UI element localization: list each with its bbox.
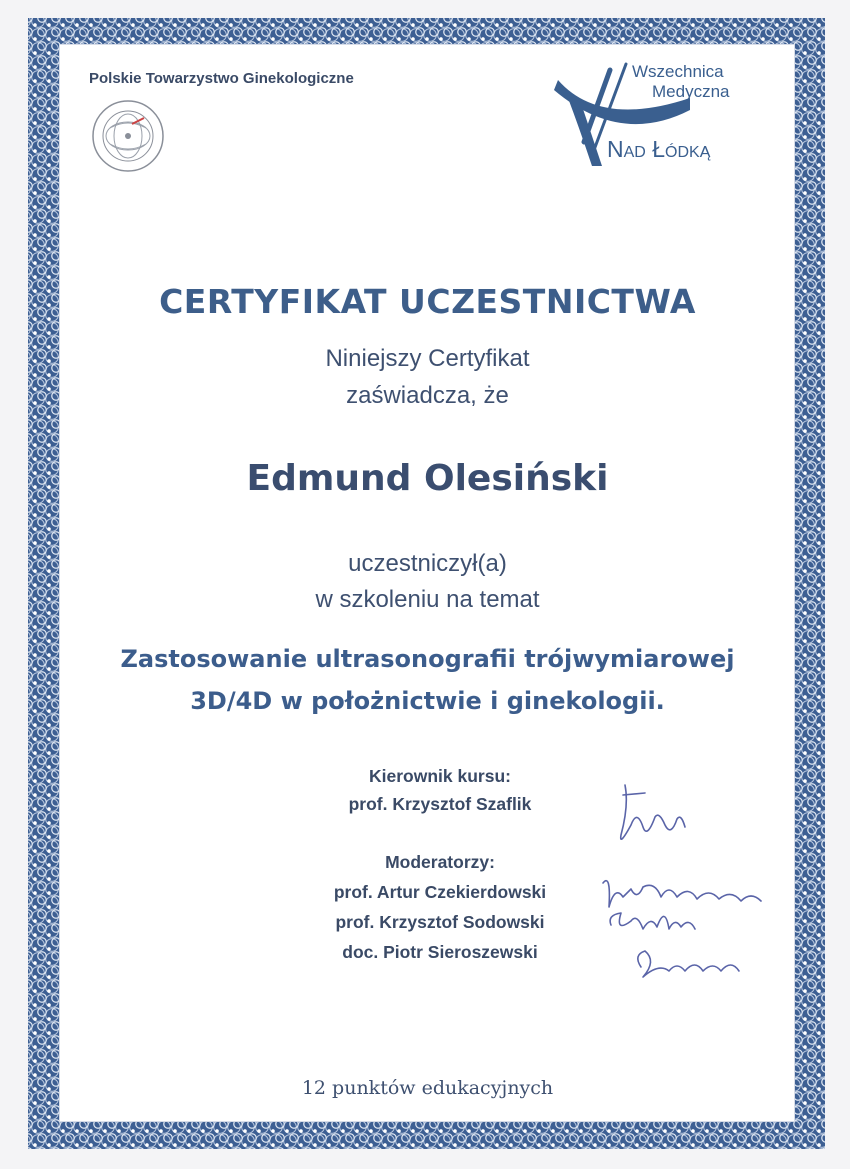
- participant-name: Edmund Olesiński: [246, 458, 609, 499]
- participated-line-1: uczestniczył(a): [348, 550, 507, 577]
- school-name-line2: Medyczna: [652, 82, 730, 101]
- school-name-line1: Wszechnica: [632, 62, 724, 81]
- moderator-name: prof. Krzysztof Sodowski: [335, 912, 545, 932]
- moderator-name: doc. Piotr Sieroszewski: [342, 942, 538, 962]
- organization-name: Polskie Towarzystwo Ginekologiczne: [89, 70, 354, 87]
- school-name-line3: Nad Łódką: [607, 136, 711, 162]
- moderator-name: prof. Artur Czekierdowski: [333, 882, 547, 902]
- certificate-title: CERTYFIKAT UCZESTNICTWA: [159, 282, 696, 321]
- intro-line-1: Niniejszy Certyfikat: [325, 345, 530, 372]
- ptg-seal-icon: [90, 98, 166, 174]
- intro-line-2: zaświadcza, że: [346, 382, 509, 409]
- director-label: Kierownik kursu:: [369, 766, 511, 786]
- participated-line-2: w szkoleniu na temat: [315, 586, 540, 613]
- course-topic-line-2: 3D/4D w położnictwie i ginekologii.: [190, 687, 665, 715]
- director-name: prof. Krzysztof Szaflik: [348, 794, 532, 814]
- handwritten-signatures: [585, 765, 785, 1000]
- education-points: 12 punktów edukacyjnych: [301, 1077, 554, 1099]
- course-topic-line-1: Zastosowanie ultrasonografii trójwymiarowej: [120, 645, 735, 673]
- moderators-label: Moderatorzy:: [385, 852, 495, 872]
